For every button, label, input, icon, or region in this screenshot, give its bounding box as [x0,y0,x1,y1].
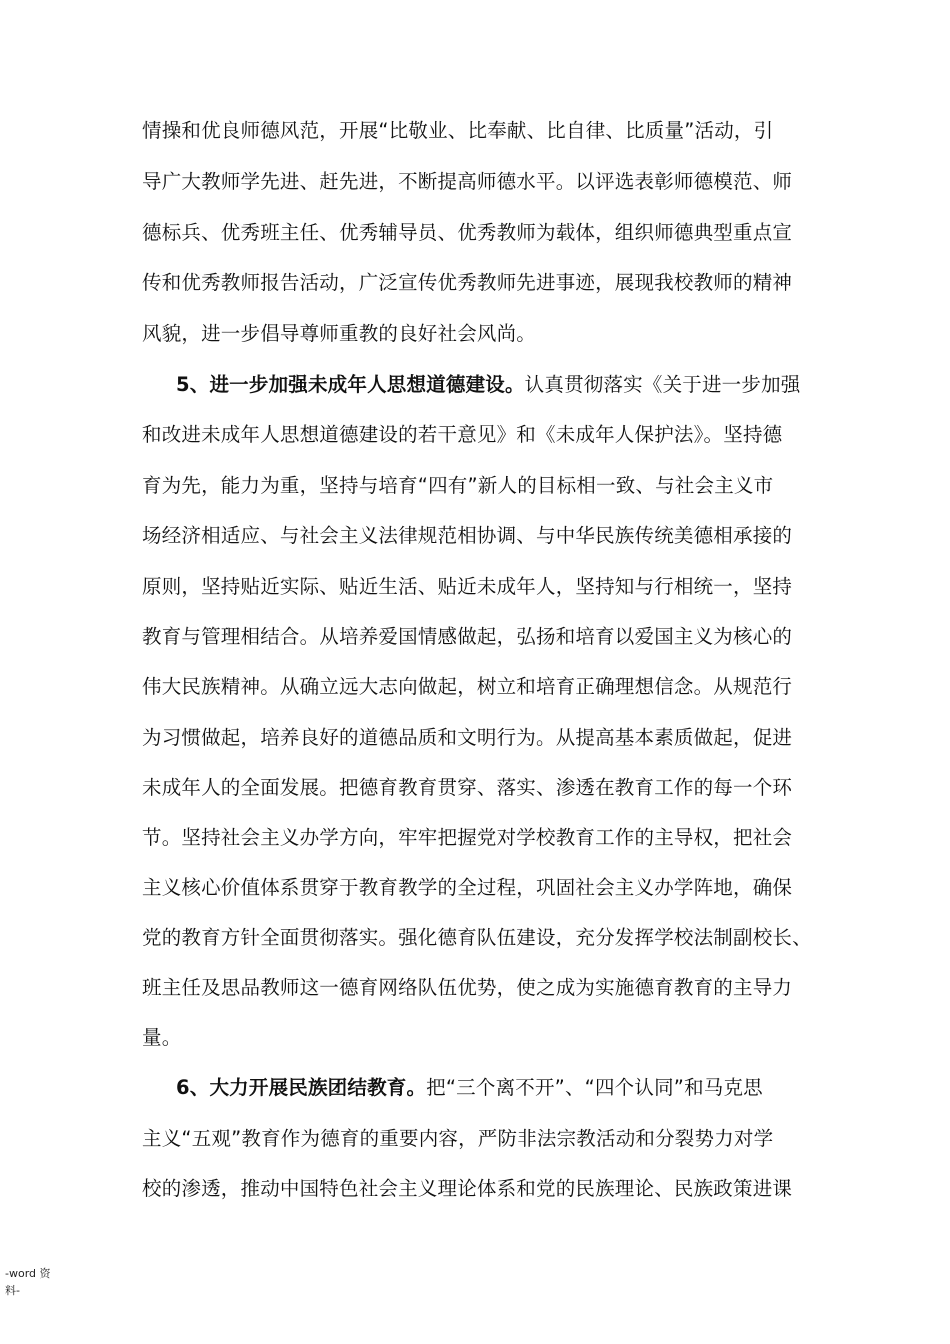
paragraph-line: 育为先，能力为重，坚持与培育“四有”新人的目标相一致、与社会主义市 [142,474,774,497]
paragraph-line: 校的渗透，推动中国特色社会主义理论体系和党的民族理论、民族政策进课 [142,1177,793,1200]
paragraph-line: 班主任及思品教师这一德育网络队伍优势，使之成为实施德育教育的主导力 [142,976,793,999]
paragraph-line: 主义“五观”教育作为德育的重要内容，严防非法宗教活动和分裂势力对学 [142,1127,774,1150]
section-heading-6: 6、大力开展民族团结教育。 [176,1076,427,1099]
paragraph-line: 德标兵、优秀班主任、优秀辅导员、优秀教师为载体，组织师德典型重点宣 [142,221,793,244]
paragraph-line: 量。 [142,1026,182,1049]
paragraph-text: 认真贯彻落实《关于进一步加强 [524,373,801,396]
paragraph-line: 节。坚持社会主义办学方向，牢牢把握党对学校教育工作的主导权，把社会 [142,826,793,849]
paragraph-line: 伟大民族精神。从确立远大志向做起，树立和培育正确理想信念。从规范行 [142,675,793,698]
paragraph-first-line [176,372,876,398]
paragraph-line: 未成年人的全面发展。把德育教育贯穿、落实、渗透在教育工作的每一个环 [142,776,793,799]
paragraph-line: 党的教育方针全面贯彻落实。强化德育队伍建设，充分发挥学校法制副校长、 [142,926,812,949]
paragraph-line: 场经济相适应、与社会主义法律规范相协调、与中华民族传统美德相承接的 [142,524,793,547]
paragraph-line: 教育与管理相结合。从培养爱国情感做起，弘扬和培育以爱国主义为核心的 [142,625,793,648]
paragraph-line: 原则，坚持贴近实际、贴近生活、贴近未成年人，坚持知与行相统一，坚持 [142,575,793,598]
section-heading-5: 5、进一步加强未成年人思想道德建设。 [176,373,525,396]
paragraph-line: 为习惯做起，培养良好的道德品质和文明行为。从提高基本素质做起，促进 [142,726,793,749]
paragraph-line: 主义核心价值体系贯穿于教育教学的全过程，巩固社会主义办学阵地，确保 [142,876,793,899]
footer-label: -word 资 [5,1267,51,1280]
paragraph-first-line [176,1075,876,1101]
paragraph-text: 把“三个离不开”、“四个认同”和马克思 [426,1076,763,1099]
paragraph-line: 导广大教师学先进、赶先进，不断提高师德水平。以评选表彰师德模范、师 [142,170,793,193]
paragraph-line: 风貌，进一步倡导尊师重教的良好社会风尚。 [142,322,537,345]
footer-label: 料- [5,1284,20,1297]
paragraph-line: 情操和优良师德风范，开展“比敬业、比奉献、比自律、比质量”活动，引 [142,119,774,142]
paragraph-line: 传和优秀教师报告活动，广泛宣传优秀教师先进事迹，展现我校教师的精神 [142,271,793,294]
paragraph-line: 和改进未成年人思想道德建设的若干意见》和《未成年人保护法》。坚持德 [142,423,783,446]
